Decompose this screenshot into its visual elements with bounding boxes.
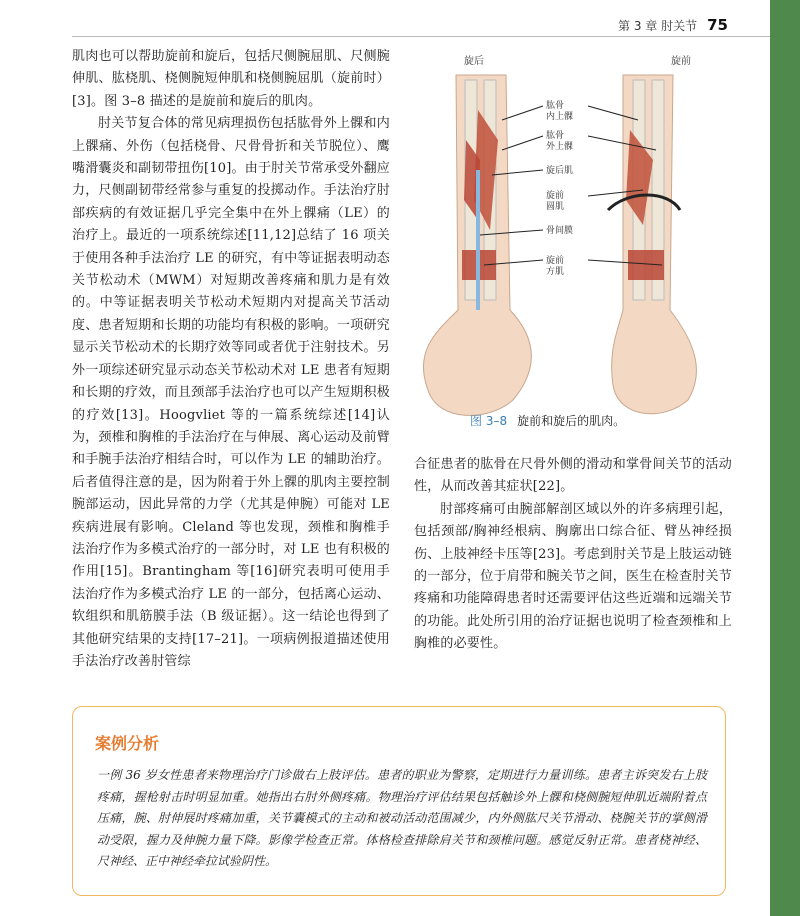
label-interosseous-membrane: 骨间膜 xyxy=(546,226,574,236)
header-rule xyxy=(72,36,770,37)
supination-title: 旋后 xyxy=(464,56,484,67)
label-pronator-quadratus: 旋前方肌 xyxy=(546,256,565,277)
paragraph: 肘关节复合体的常见病理损伤包括肱骨外上髁和内上髁痛、外伤（包括桡骨、尺骨骨折和关节脱位）、鹰嘴滑囊炎和副韧带扭伤[10]。由于肘关节常承受外翻应力，尺侧副韧带经常参与重复的投掷动作。手法治疗肘部疾病的有效证据几乎完全集中在外上髁痛（LE）的治疗上。最近的一项系统综述[11,12]总结了 16 项关于使用各种手法治疗 LE 的研究，有中等证据表明动态关节松动术（MWM）对短期改善疼痛和肌力是有效的。中等证据表明关节松动术短期内对提高关节活动度、患者短期和长期的功能均有积极的影响。一项研究显示关节松动术的长期疗效等同或者优于注射技术。另外一项综述研究显示动态关节松动术对 LE 患者有短期和长期的疗效，而且颈部手法治疗也可以产生短期积极的疗效[13]。Hoogvliet 等的一篇系统综述[14]认为，颈椎和胸椎的手法治疗在与伸展、离心运动及前臂和手腕手法治疗相结合时，可以作为 LE 的辅助治疗。后者值得注意的是，因为附着于外上髁的肌肉主要控制腕部运动，因此异常的力学（尤其是伸腕）可能对 LE 疾病进展有影响。Cleland 等也发现，颈椎和胸椎手法治疗作为多模式治疗的一部分时，对 LE 也有积极的作用[15]。Brantingham 等[16]研究表明可使用手法治疗作为多模式治疗 LE 的一部分，包括离心运动、软组织和肌筋膜手法（B 级证据）。这一结论也得到了其他研究结果的支持[17–21]。一项病例报道描述使用手法治疗改善肘管综 xyxy=(72,116,390,669)
figure-caption-text: 旋前和旋后的肌肉。 xyxy=(517,414,626,428)
paragraph: 合征患者的肱骨在尺骨外侧的滑动和掌骨间关节的活动性，从而改善其症状[22]。 xyxy=(414,457,732,495)
forearm-pronation-supination-figure xyxy=(418,50,756,434)
running-header xyxy=(618,16,728,34)
case-study-body: 一例 36 岁女性患者来物理治疗门诊做右上肢评估。患者的职业为警察，定期进行力量训练。患者主诉突发右上肢疼痛，握枪射击时明显加重。她指出右肘外侧疼痛。物理治疗评估结果包括触诊外上髁和桡侧腕短伸肌近端附着点压痛，腕、肘伸展时疼痛加重，关节囊模式的主动和被动活动范围减少，内外侧肱尺关节滑动、桡腕关节的掌侧滑动受限，握力及伸腕力量下降。影像学检查正常。体格检查排除肩关节和颈椎问题。感觉反射正常。患者桡神经、尺神经、正中神经牵拉试验阴性。 xyxy=(97,768,707,868)
case-study-box xyxy=(72,706,726,896)
case-study-title: 案例分析 xyxy=(95,734,160,753)
chapter-color-strip xyxy=(770,0,800,916)
page-number: 75 xyxy=(707,16,728,34)
left-text-column xyxy=(72,46,390,673)
figure-labels xyxy=(546,99,573,277)
label-lateral-epicondyle: 肱骨外上髁 xyxy=(546,131,574,152)
figure-caption xyxy=(470,412,625,429)
right-text-column xyxy=(414,454,732,656)
chapter-title: 第 3 章 肘关节 xyxy=(618,19,698,33)
paragraph: 肌肉也可以帮助旋前和旋后，包括尺侧腕屈肌、尺侧腕伸肌、肱桡肌、桡侧腕短伸肌和桡侧腕屈肌（旋前时）[3]。图 3–8 描述的是旋前和旋后的肌肉。 xyxy=(72,49,390,109)
pronation-title: 旋前 xyxy=(671,56,691,67)
paragraph: 肘部疼痛可由腕部解剖区域以外的许多病理引起，包括颈部/胸神经根病、胸廓出口综合征、臂丛神经损伤、上肢神经卡压等[23]。考虑到肘关节是上肢运动链的一部分，位于肩带和腕关节之间，医生在检查肘关节疼痛和功能障碍患者时还需要评估这些近端和远端关节的功能。此处所引用的治疗证据也说明了检查颈椎和上胸椎的必要性。 xyxy=(414,501,732,652)
label-pronator-teres: 旋前圆肌 xyxy=(546,191,565,212)
label-supinator: 旋后肌 xyxy=(546,166,574,176)
figure-number: 图 3–8 xyxy=(470,414,508,428)
label-medial-epicondyle: 肱骨内上髁 xyxy=(546,101,574,122)
